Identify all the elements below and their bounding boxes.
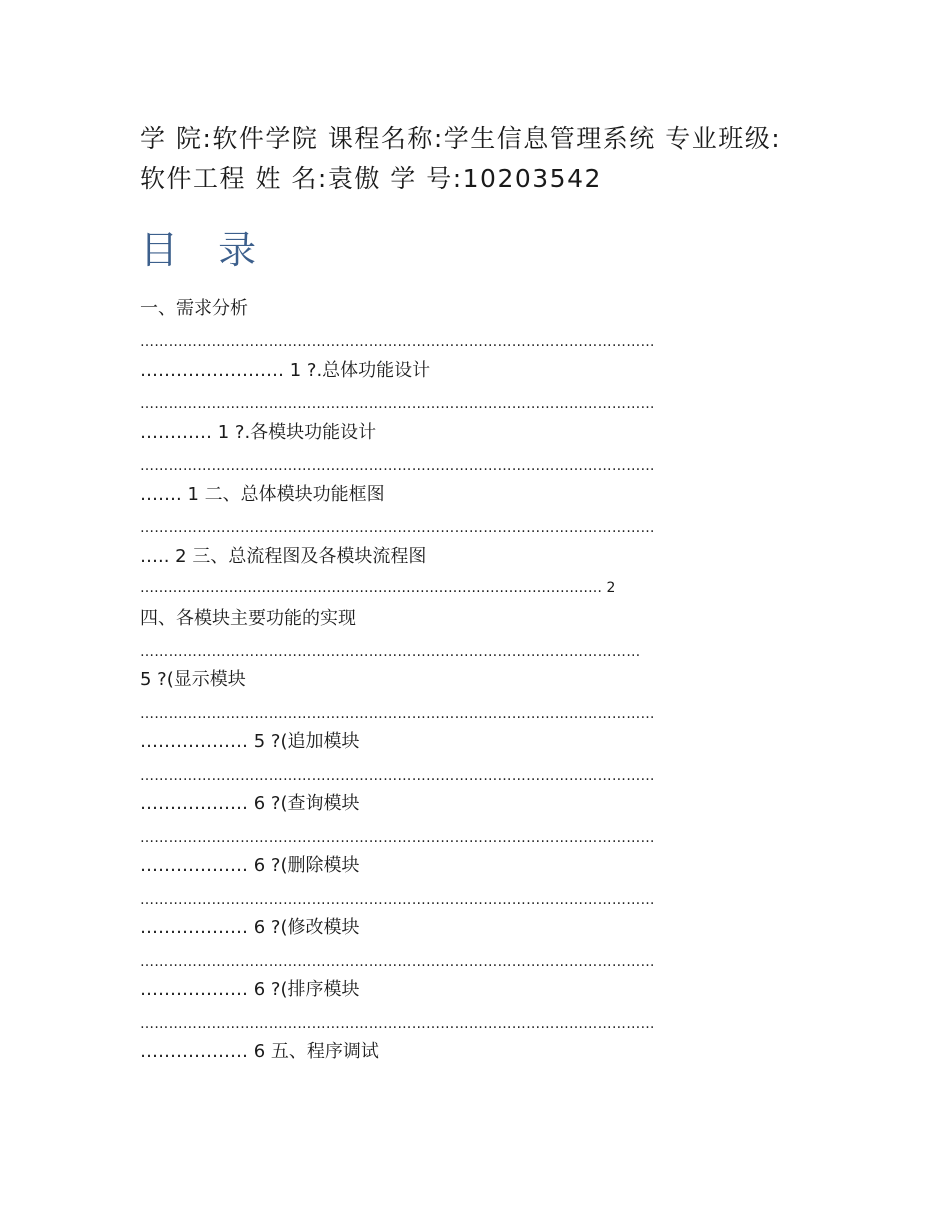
toc-dot-leader: ………………………………………………………………………………………………: [140, 334, 655, 350]
toc-line: ………… 1 ?.各模块功能设计: [140, 422, 377, 443]
toc-dot-leader: ………………………………………………………………………………………………: [140, 520, 655, 536]
toc-dot-leader: ………………………………………………………………………………………………: [140, 768, 655, 784]
toc-line: ……. 1 二、总体模块功能框图: [140, 484, 385, 505]
toc-line: 一、需求分析: [140, 298, 248, 319]
toc-line: ……………… 6 ?(查询模块: [140, 793, 360, 814]
toc-dot-leader: ………………………………………………………………………………………………: [140, 458, 655, 474]
toc-line: 5 ?(显示模块: [140, 669, 246, 690]
toc-dot-leader-with-page: ……………………………………………………………………………………… 2: [140, 580, 616, 596]
toc-line: ……………… 6 ?(修改模块: [140, 917, 360, 938]
header-line-1: 学 院:软件学院 课程名称:学生信息管理系统 专业班级:: [140, 124, 782, 153]
toc-dot-leader: ………………………………………………………………………………………………: [140, 396, 655, 412]
toc-dot-leader: ………………………………………………………………………………………………: [140, 1016, 655, 1032]
toc-line: …………………… 1 ?.总体功能设计: [140, 360, 431, 381]
toc-dot-leader: ………………………………………………………………………………………………: [140, 892, 655, 908]
toc-line: ……………… 6 五、程序调试: [140, 1041, 379, 1062]
toc-line: ……………… 6 ?(删除模块: [140, 855, 360, 876]
toc-line: ……………… 5 ?(追加模块: [140, 731, 360, 752]
toc-line: 四、各模块主要功能的实现: [140, 608, 356, 629]
toc-dot-leader: ……………………………………………………………………………………………: [140, 644, 641, 660]
toc-dot-leader: ………………………………………………………………………………………………: [140, 706, 655, 722]
toc-dot-leader: ………………………………………………………………………………………………: [140, 830, 655, 846]
toc-title: 目 录: [140, 228, 271, 272]
toc-line: ….. 2 三、总流程图及各模块流程图: [140, 546, 427, 567]
header-line-2: 软件工程 姓 名:袁傲 学 号:10203542: [140, 164, 602, 193]
toc-line: ……………… 6 ?(排序模块: [140, 979, 360, 1000]
toc-dot-leader: ………………………………………………………………………………………………: [140, 954, 655, 970]
